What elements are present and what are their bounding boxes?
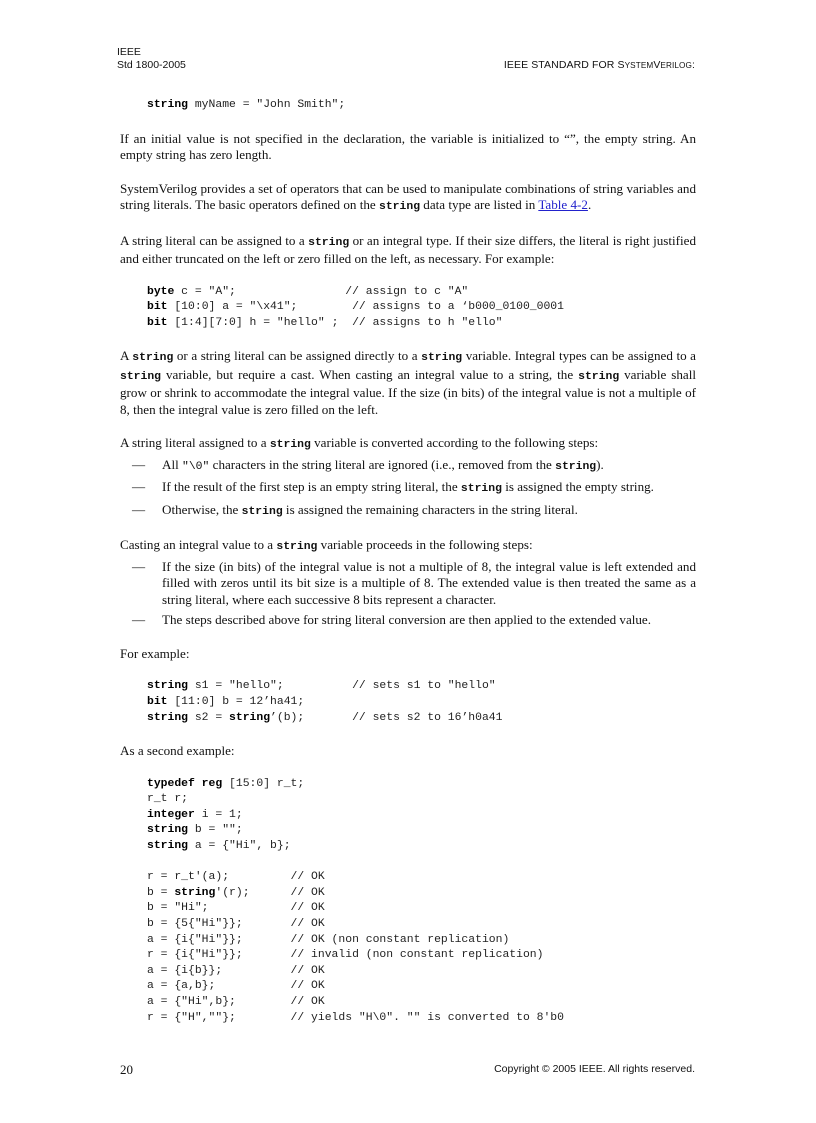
text: characters in the string literal are ignored (i.e., removed from the [209, 456, 556, 472]
code-text: b = [147, 886, 175, 899]
dash-bullet: — [132, 612, 146, 628]
code-keyword: bit [147, 316, 168, 329]
inline-code: "\0" [182, 460, 210, 473]
code-example-second [147, 777, 696, 1027]
list-item [120, 612, 696, 629]
code-text: a = {a,b}; // OK [147, 980, 325, 993]
text: All [162, 456, 183, 472]
code-text: b = ""; [188, 824, 243, 837]
code-keyword: string [147, 840, 189, 853]
code-keyword: string [229, 711, 271, 724]
running-header-left [117, 46, 186, 72]
code-text: ’(b); // sets s2 to 16’h0a41 [270, 711, 503, 724]
paragraph-second-example: As a second example: [120, 743, 235, 759]
paragraph-casting-steps [120, 537, 696, 556]
code-text: [10:0] a = "\x41"; // assigns to a ‘b000_0100_0001 [167, 301, 564, 314]
inline-keyword: string [132, 352, 174, 365]
text: If the size (in bits) of the integral value is not a multiple of 8, the integral value is left extended and filled with zeros until its bit size is a multiple of 8. The extended value is then treated the same as a string literal, where each successive 8 bits represent a character. [162, 558, 696, 607]
code-keyword: string [174, 886, 216, 899]
code-keyword: integer [147, 808, 195, 821]
code-text: r = {"H",""}; // yields "H\0". "" is converted to 8'b0 [147, 1011, 564, 1024]
text: SystemVerilog provides a set of operators that can be used to manipulate combinations of string variables and string literals. The basic operators defined on the [120, 180, 696, 213]
text: A [120, 348, 133, 364]
list-item [120, 457, 696, 476]
code-text: r = r_t'(a); // OK [147, 871, 325, 884]
paragraph-operators [120, 181, 696, 216]
paragraph-string-assignment [120, 348, 696, 418]
code-text: b = "Hi"; // OK [147, 902, 325, 915]
copyright-notice: Copyright © 2005 IEEE. All rights reserved. [494, 1063, 695, 1075]
inline-keyword: string [460, 483, 502, 496]
casting-steps-list [120, 559, 696, 629]
text: variable shall grow or shrink to accommodate the integral value. If the size (in bits) of the integral value is not a multiple of 8, then the integral value is zero filled on the left. [120, 366, 696, 417]
code-example-literal-assign [147, 285, 696, 332]
dash-bullet: — [132, 456, 146, 472]
paragraph-empty-string: If an initial value is not specified in the declaration, the variable is initialized to “”, the empty string. An empty string has zero length. [120, 130, 696, 163]
code-text: r = {i{"Hi"}}; // invalid (non constant replication) [147, 949, 544, 962]
code-text: s1 = "hello"; // sets s1 to "hello" [188, 680, 496, 693]
code-text: b = {5{"Hi"}}; // OK [147, 918, 325, 930]
running-header-title [504, 59, 695, 72]
text: or an integral type. If their size differs, the literal is right justified and either truncated on the left or zero filled on the left, as necessary. For example: [120, 232, 696, 267]
list-item [120, 479, 696, 498]
table-4-2-link[interactable]: Table 4-2 [538, 197, 588, 213]
code-text: [1:4][7:0] h = "hello" ; // assigns to h "ello" [167, 316, 503, 329]
text: is assigned the remaining characters in the string literal. [282, 501, 578, 517]
inline-keyword: string [120, 370, 162, 383]
inline-keyword: string [379, 201, 421, 214]
list-item [120, 502, 696, 521]
inline-keyword: string [269, 439, 311, 452]
dash-bullet: — [132, 501, 146, 517]
code-keyword: string [147, 711, 189, 724]
paragraph-conversion-steps [120, 435, 696, 454]
code-text: a = {"Hi", b}; [188, 840, 291, 853]
code-text: myName = "John Smith"; [188, 99, 346, 111]
code-keyword: bit [147, 695, 168, 708]
code-keyword: string [147, 99, 189, 111]
dash-bullet: — [132, 558, 146, 574]
text: or a string literal can be assigned directly to a [173, 348, 422, 364]
text: . [587, 197, 592, 213]
code-text: [11:0] b = 12’ha41; [167, 695, 305, 708]
code-text: r_t r; [147, 793, 189, 806]
header-org: IEEE [117, 46, 141, 58]
text: ). [596, 456, 604, 472]
text: A string literal can be assigned to a [120, 232, 309, 248]
code-keyword: byte [147, 285, 175, 298]
code-text: i = 1; [194, 808, 243, 821]
header-std-number: Std 1800-2005 [117, 59, 186, 71]
text: variable is converted according to the following steps: [310, 435, 599, 451]
code-keyword: bit [147, 301, 168, 314]
header-title-part: YSTEM [624, 61, 654, 70]
page-number: 20 [120, 1062, 133, 1077]
inline-keyword: string [241, 505, 283, 518]
list-item [120, 559, 696, 609]
code-text: s2 = [188, 711, 230, 724]
dash-bullet: — [132, 479, 146, 495]
header-title-part: ERILOG [660, 61, 692, 70]
text: A string literal assigned to a [120, 435, 270, 451]
text: variable proceeds in the following steps: [317, 537, 533, 553]
code-text: '(r); // OK [215, 886, 325, 899]
code-keyword: string [147, 824, 189, 837]
code-text: c = "A"; // assign to c "A" [174, 285, 469, 298]
text: Casting an integral value to a [120, 537, 277, 553]
text: variable. Integral types can be assigned to a [462, 348, 696, 364]
paragraph-for-example: For example: [120, 645, 190, 661]
text: If the result of the first step is an empty string literal, the [162, 479, 461, 495]
inline-keyword: string [555, 460, 597, 473]
code-text: a = {i{"Hi"}}; // OK (non constant replication) [147, 933, 510, 946]
header-title-part: IEEE STANDARD FOR S [503, 59, 625, 71]
code-text: a = {"Hi",b}; // OK [147, 995, 325, 1008]
code-example-cast [147, 679, 696, 726]
text: variable, but require a cast. When casting an integral value to a string, the [161, 366, 579, 382]
inline-keyword: string [578, 370, 620, 383]
text: data type are listed in [420, 197, 539, 213]
inline-keyword: string [276, 541, 318, 554]
code-text: a = {i{b}}; // OK [147, 964, 325, 977]
code-example-myname [147, 98, 696, 114]
code-text: [15:0] r_t; [222, 777, 305, 790]
header-title-part: V [653, 59, 661, 71]
conversion-steps-list [120, 457, 696, 521]
text: The steps described above for string literal conversion are then applied to the extended value. [162, 612, 652, 628]
page-body [120, 98, 696, 1043]
paragraph-literal-assignment [120, 233, 696, 268]
text: is assigned the empty string. [501, 479, 654, 495]
inline-keyword: string [308, 236, 350, 249]
header-title-part: : [691, 59, 695, 71]
code-keyword: string [147, 680, 189, 693]
text: Otherwise, the [162, 501, 242, 517]
inline-keyword: string [421, 352, 463, 365]
code-keyword: typedef reg [147, 777, 223, 790]
